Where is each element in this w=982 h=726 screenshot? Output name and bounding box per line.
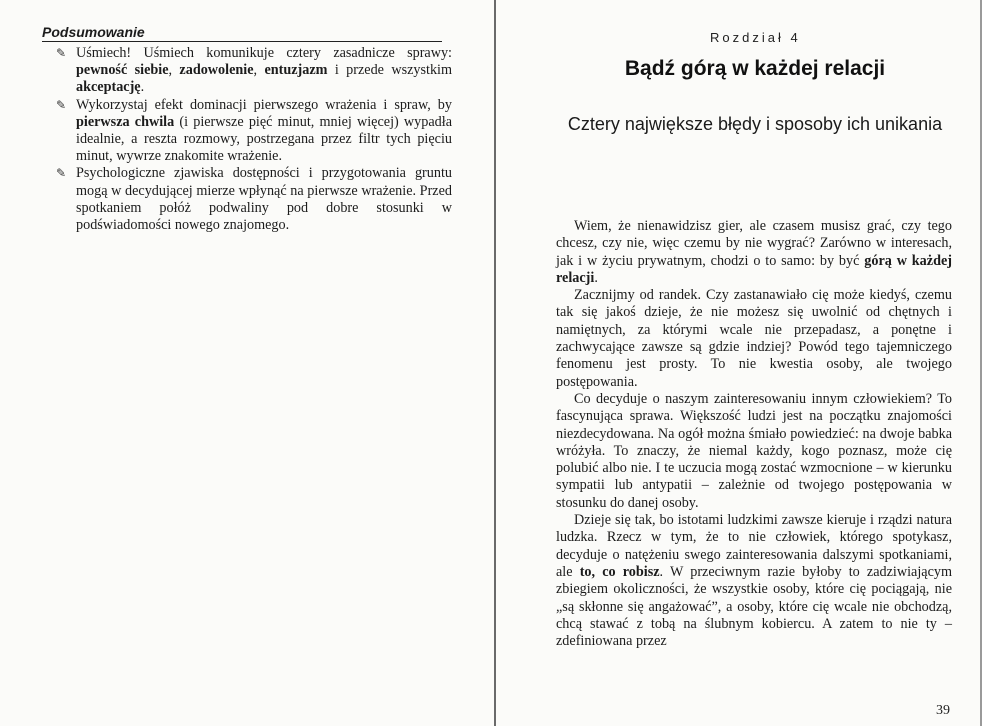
bold-term: pierwsza chwila (76, 113, 175, 130)
chapter-label: Rozdział 4 (710, 30, 801, 45)
page-fold (494, 0, 496, 726)
page-number: 39 (936, 703, 950, 718)
paragraph: Co decyduje o naszym zainteresowaniu innym człowiekiem? To fascynująca sprawa. Większość ludzi jest na początku znajomości niezdecydowana. Na ogół można śmiało powiedzieć: na dwoje babka wróżyła. To znaczy, że niemal każdy, kogo poznasz, może cię polubić albo nie. I te uczucia mogą zostać wzmocnione – w kierunku sympatii lub antypatii – zależnie od twojego postępowania w stosunku do danej osoby. (556, 390, 952, 511)
pencil-icon: ✎ (56, 166, 67, 181)
bold-term: akceptację (76, 79, 141, 96)
pencil-icon: ✎ (56, 46, 67, 60)
paragraph: Wiem, że nienawidzisz gier, ale czasem musisz grać, czy tego chcesz, czy nie, więc czemu by nie wygrać? Zarówno w interesach, jak i w życiu prywatnym, chodzi o to samo: by być górą w każdej relacji. (556, 218, 952, 286)
paragraph: Dzieje się tak, bo istotami ludzkimi zawsze kieruje i rządzi natura ludzka. Rzecz w tym, że to nie człowiek, którego spotykasz, decyduje o natężeniu swego zainteresowania dalszymi spotkaniami, ale to, co robisz. W przeciwnym razie byłoby to zadziwiającym zbiegiem okoliczności, że wszystkie osoby, które cię pociągają, nie „są skłonne się angażować”, a osoby, które cię wcale nie obchodzą, chcą stawać z tobą na ślubnym kobiercu. A zatem to nie ty – zdefiniowana przez (556, 512, 952, 650)
pencil-icon: ✎ (56, 97, 67, 112)
summary-title: Podsumowanie (42, 24, 442, 42)
summary-bullet: ✎ Uśmiech! Uśmiech komunikuje cztery zasadnicze sprawy: pewność siebie, zadowolenie, entuzjazm i przede wszystkim akceptację. (56, 45, 453, 96)
bold-term: górą w każdej relacji (556, 252, 952, 286)
body-text (556, 218, 952, 650)
bold-term: entuzjazm (264, 62, 328, 79)
chapter-title: Bądź górą w każdej relacji (624, 57, 886, 80)
summary-bullet: ✎ Psychologiczne zjawiska dostępności i przygotowania gruntu mogą w decydującej mierze wpłynąć na pierwsze wrażenie. Przed spotkaniem połóż podwaliny pod dobre stosunki w podświadomości nowego znajomego. (56, 165, 452, 234)
bold-term: zadowolenie (179, 62, 254, 79)
paragraph: Zacznijmy od randek. Czy zastanawiało cię może kiedyś, czemu tak się jakoś dzieje, że nie możesz się uwolnić od chętnych i namiętnych, za którymi wcale nie przepadasz, a ponętne i zachwycające zawsze są gdzie indziej? Powód tego tajemniczego fenomenu jest prosty. To nie kwestia osoby, ale twojego postępowania. (556, 287, 952, 390)
bold-term: pewność siebie (76, 62, 169, 79)
summary-bullet: ✎ Wykorzystaj efekt dominacji pierwszego wrażenia i spraw, by pierwsza chwila (i pierwsze pięć minut, mniej więcej) wypadła idealnie, a reszta rozmowy, postrzegana przez filtr tych pięciu minut, wywrze znakomite wrażenie. (56, 96, 452, 165)
chapter-subtitle: Cztery największe błędy i sposoby ich unikania (567, 114, 943, 134)
bold-term: to, co robisz (579, 563, 660, 580)
left-page (42, 24, 452, 234)
